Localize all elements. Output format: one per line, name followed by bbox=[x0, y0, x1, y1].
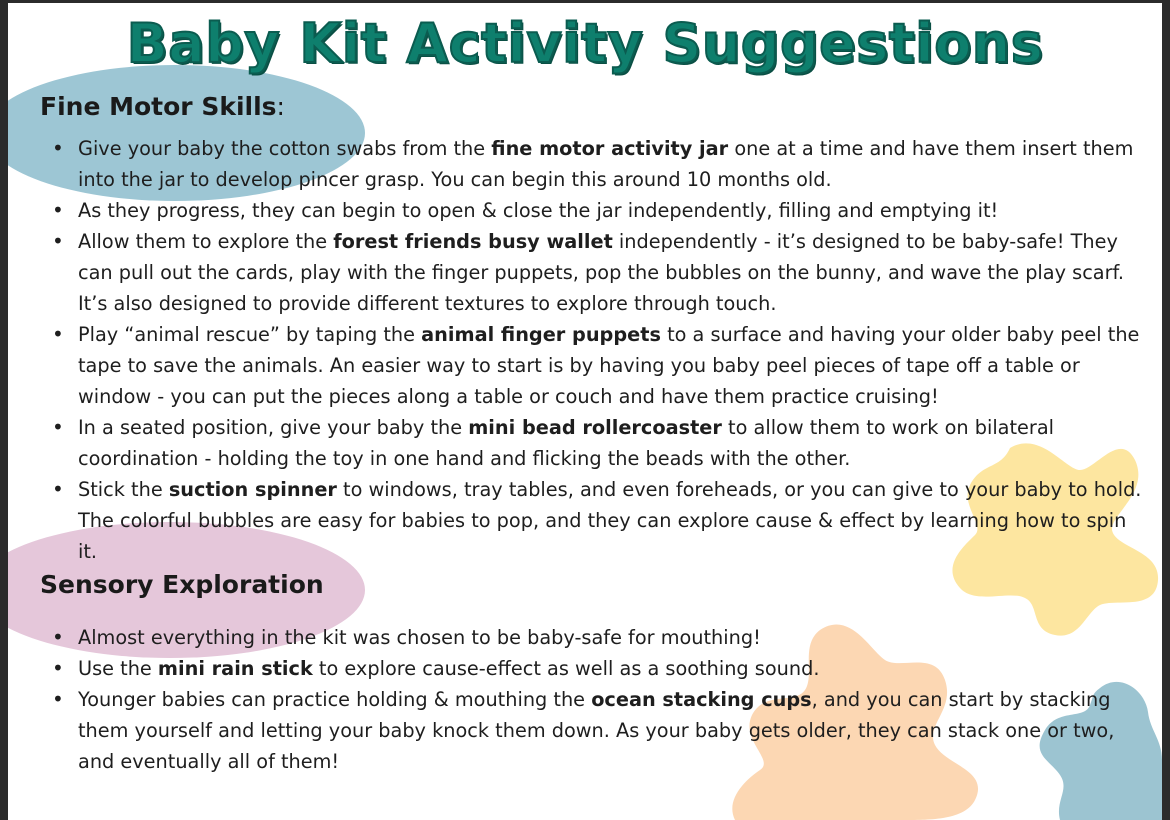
list-item bbox=[78, 474, 1143, 567]
item-bold-text: animal finger puppets bbox=[421, 323, 661, 346]
page-title: Baby Kit Activity Suggestions bbox=[126, 12, 1044, 75]
item-text: Allow them to explore the bbox=[78, 230, 334, 253]
item-text: In a seated position, give your baby the bbox=[78, 416, 469, 439]
item-text: Give your baby the cotton swabs from the bbox=[78, 137, 492, 160]
item-text: As they progress, they can begin to open & close the jar independently, filling and emptying it! bbox=[78, 199, 999, 222]
item-text: Stick the bbox=[78, 478, 169, 501]
section-heading-sensory bbox=[40, 570, 324, 599]
item-bold-text: fine motor activity jar bbox=[491, 137, 729, 160]
item-text: to allow them to work on bilateral coordination - holding the toy in one hand and flicking the beads with the other. bbox=[78, 416, 1055, 470]
item-bold-text: mini rain stick bbox=[157, 657, 313, 680]
sensory-list bbox=[0, 622, 1143, 777]
list-item bbox=[78, 412, 1143, 474]
list-item bbox=[78, 622, 1143, 653]
item-text: to a surface and having your older baby peel the tape to save the animals. An easier way to start is by having you baby peel pieces of tape off a table or window - you can put the pieces along a table or couch and have them practice cruising! bbox=[78, 323, 1140, 408]
item-text: to windows, tray tables, and even foreheads, or you can give to your baby to hold. The colorful bubbles are easy for babies to pop, and they can explore cause & effect by learning how to spin it. bbox=[78, 478, 1142, 563]
list-item bbox=[78, 195, 1143, 226]
list-item bbox=[78, 684, 1143, 777]
section-heading-fine-motor bbox=[40, 92, 285, 121]
section-heading-text: Sensory Exploration bbox=[40, 570, 324, 599]
list-item bbox=[78, 653, 1143, 684]
item-text: one at a time and have them insert them into the jar to develop pincer grasp. You can begin this around 10 months old. bbox=[78, 137, 1134, 191]
list-item bbox=[78, 319, 1143, 412]
list-item bbox=[78, 226, 1143, 319]
item-text: independently - it’s designed to be baby-safe! They can pull out the cards, play with the finger puppets, pop the bubbles on the bunny, and wave the play scarf. It’s also designed to provide different textures to explore through touch. bbox=[78, 230, 1125, 315]
item-text: Younger babies can practice holding & mouthing the bbox=[78, 688, 592, 711]
item-bold-text: forest friends busy wallet bbox=[333, 230, 613, 253]
item-bold-text: mini bead rollercoaster bbox=[468, 416, 722, 439]
item-bold-text: suction spinner bbox=[168, 478, 337, 501]
item-text: Use the bbox=[78, 657, 158, 680]
item-text: , and you can start by stacking them yourself and letting your baby knock them down. As your baby gets older, they can stack one or two, and eventually all of them! bbox=[78, 688, 1115, 773]
section-heading-text: Fine Motor Skills bbox=[40, 92, 277, 121]
fine-motor-list bbox=[0, 133, 1143, 567]
list-item bbox=[78, 133, 1143, 195]
section-heading-suffix: : bbox=[276, 92, 285, 121]
item-text: Almost everything in the kit was chosen to be baby-safe for mouthing! bbox=[78, 626, 761, 649]
item-text: Play “animal rescue” by taping the bbox=[78, 323, 422, 346]
item-bold-text: ocean stacking cups bbox=[591, 688, 812, 711]
item-text: to explore cause-effect as well as a soothing sound. bbox=[312, 657, 820, 680]
